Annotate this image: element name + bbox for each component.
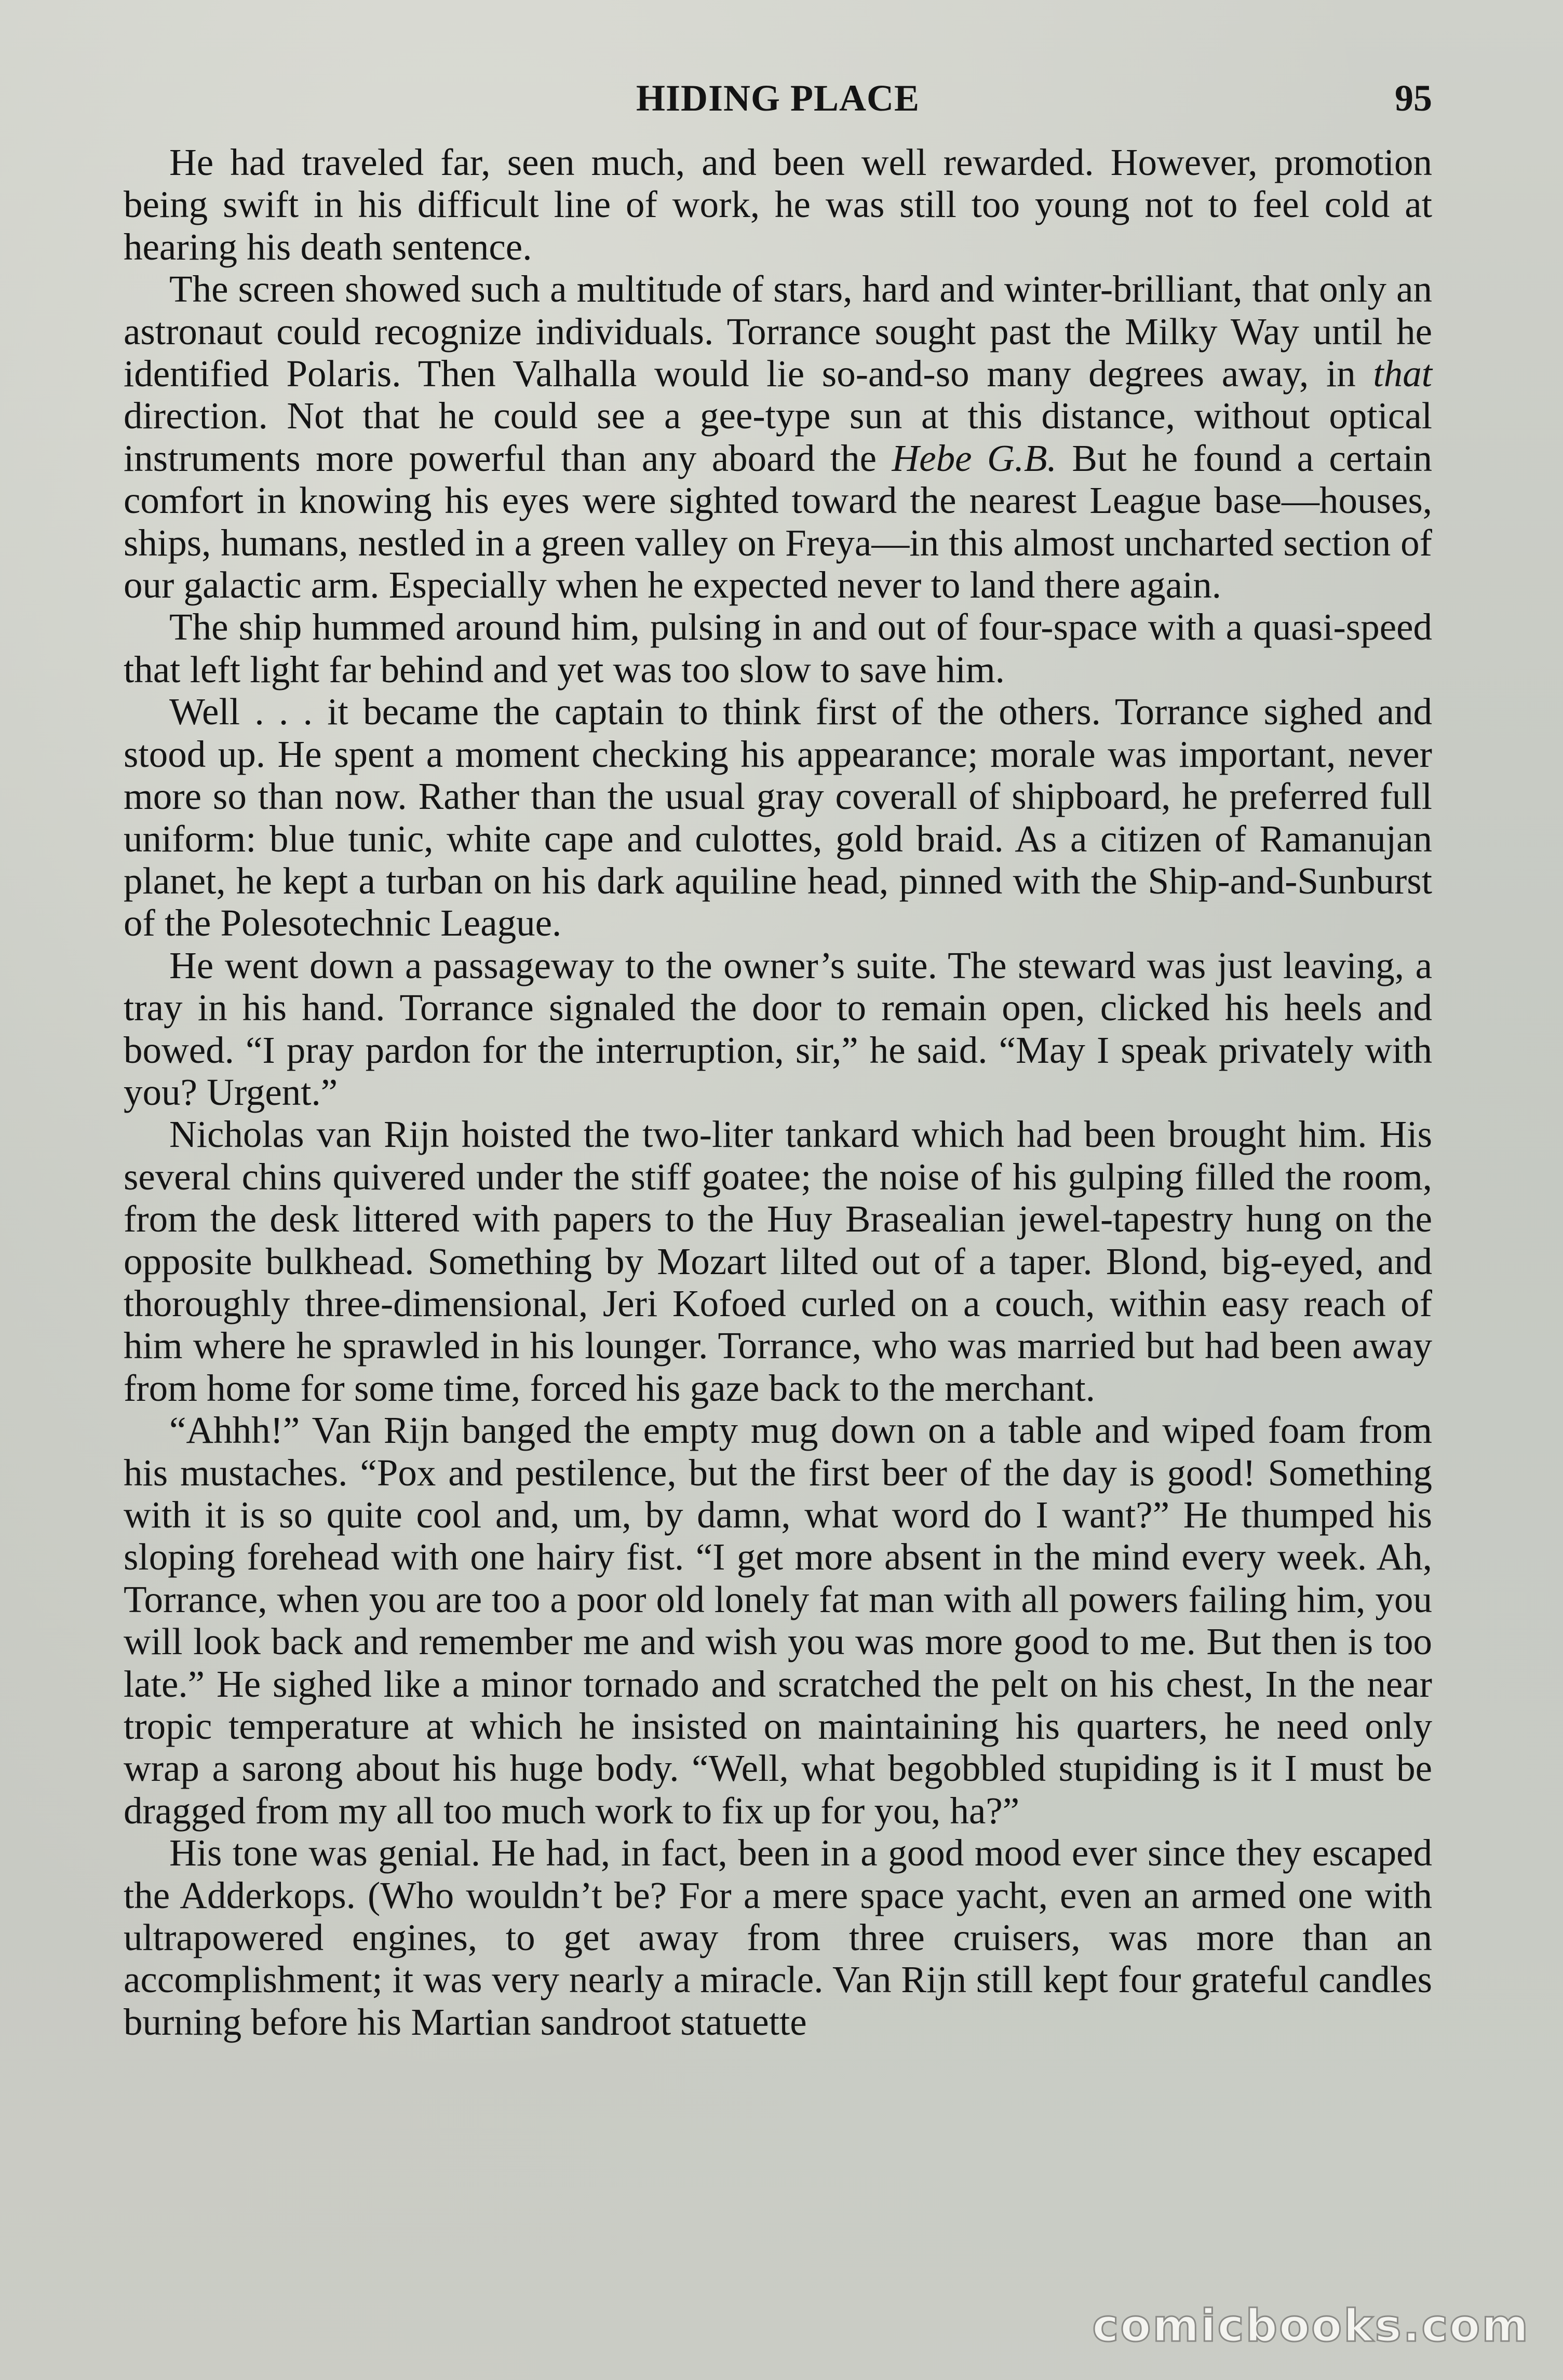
page-number: 95 bbox=[1395, 77, 1432, 119]
paragraph-1: He had traveled far, seen much, and been well rewarded. However, promotion being swift in his difficult line of work, he was still too young not to feel cold at hearing his death sentence. bbox=[124, 141, 1432, 268]
paragraph-4: Well . . . it became the captain to think first of the others. Torrance sighed and stood up. He spent a moment checking his appearance; morale was important, never more so than now. Rather than the usual gray coverall of shipboard, he preferred full uniform: blue tunic, white cape and culottes, gold braid. As a citizen of Ramanujan planet, he kept a turban on his dark aquiline head, pinned with the Ship-and-Sunburst of the Polesotechnic League. bbox=[124, 691, 1432, 944]
paragraph-2: The screen showed such a multitude of stars, hard and winter-brilliant, that only an astronaut could recognize individuals. Torrance sought past the Milky Way until he identified Polaris. Then Valhalla would lie so-and-so many degrees away, in that direction. Not that he could see a gee-type sun at this distance, without optical instruments more powerful than any aboard the Hebe G.B. But he found a certain comfort in knowing his eyes were sighted toward the nearest League base—houses, ships, humans, nestled in a green valley on Freya—in this almost uncharted section of our galactic arm. Especially when he expected never to land there again. bbox=[124, 268, 1432, 606]
paragraph-8: His tone was genial. He had, in fact, been in a good mood ever since they escaped the Adderkops. (Who wouldn’t be? For a mere space yacht, even an armed one with ultrapowered engines, to get away from three cruisers, was more than an accomplishment; it was very nearly a miracle. Van Rijn still kept four grateful candles burning before his Martian sandroot statuette bbox=[124, 1832, 1432, 2043]
body-text bbox=[124, 141, 1432, 2043]
page-header bbox=[124, 73, 1432, 135]
paragraph-5: He went down a passageway to the owner’s suite. The steward was just leaving, a tray in his hand. Torrance signaled the door to remain open, clicked his heels and bowed. “I pray pardon for the interruption, sir,” he said. “May I speak privately with you? Urgent.” bbox=[124, 944, 1432, 1113]
watermark: comicbooks.com bbox=[1092, 2300, 1530, 2352]
book-page bbox=[124, 73, 1432, 2279]
paragraph-6: Nicholas van Rijn hoisted the two-liter tankard which had been brought him. His several chins quivered under the stiff goatee; the noise of his gulping filled the room, from the desk littered with papers to the Huy Brasealian jewel-tapestry hung on the opposite bulkhead. Something by Mozart lilted out of a taper. Blond, big-eyed, and thoroughly three-dimensional, Jeri Kofoed curled on a couch, within easy reach of him where he sprawled in his lounger. Torrance, who was married but had been away from home for some time, forced his gaze back to the merchant. bbox=[124, 1113, 1432, 1409]
italic-that: that bbox=[1373, 353, 1432, 395]
italic-ship-name: Hebe G.B. bbox=[892, 437, 1057, 479]
running-head: HIDING PLACE bbox=[636, 77, 920, 119]
paragraph-7: “Ahhh!” Van Rijn banged the empty mug down on a table and wiped foam from his mustaches. “Pox and pestilence, but the first beer of the day is good! Something with it is so quite cool and, um, by damn, what word do I want?” He thumped his sloping forehead with one hairy fist. “I get more absent in the mind every week. Ah, Torrance, when you are too a poor old lonely fat man with all powers failing him, you will look back and remember me and wish you was more good to me. But then is too late.” He sighed like a minor tornado and scratched the pelt on his chest, In the near tropic temperature at which he insisted on maintaining his quarters, he need only wrap a sarong about his huge body. “Well, what begobbled stupiding is it I must be dragged from my all too much work to fix up for you, ha?” bbox=[124, 1409, 1432, 1832]
paragraph-3: The ship hummed around him, pulsing in and out of four-space with a quasi-speed that left light far behind and yet was too slow to save him. bbox=[124, 606, 1432, 691]
